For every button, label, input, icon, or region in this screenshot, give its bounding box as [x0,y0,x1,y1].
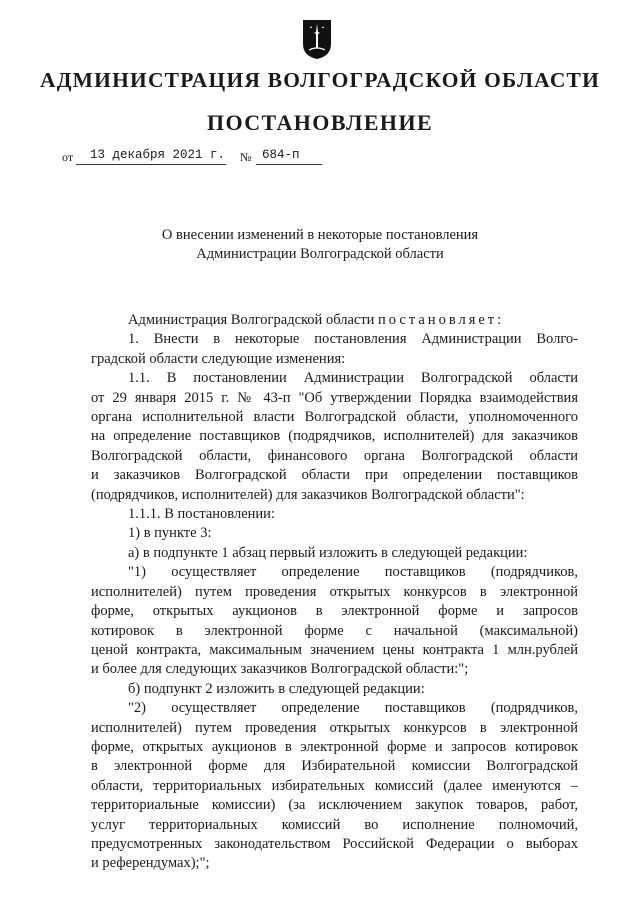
document-body [91,311,578,874]
body-line: предусмотренных законодательством Российской Федерации о выборах [91,835,578,852]
body-line: (подрядчиков, исполнителей) для заказчиков Волгоградской области": [91,486,525,503]
volgograd-coat-of-arms-icon [301,18,333,60]
body-line: 1.1.1. В постановлении: [128,506,275,523]
body-line: б) подпункт 2 изложить в следующей редакции: [128,680,425,697]
body-line: 1) в пункте 3: [128,525,212,542]
body-line: а) в подпункте 1 абзац первый изложить в следующей редакции: [128,544,528,561]
organization-title: АДМИНИСТРАЦИЯ ВОЛГОГРАДСКОЙ ОБЛАСТИ [39,68,601,92]
body-line: и заказчиков Волгоградской области при определении поставщиков [91,467,578,484]
spaced-verb: постановляет: [378,312,505,328]
subject-line: Администрации Волгоградской области [196,246,444,262]
number-underline [256,164,322,165]
body-line: ценой контракта, максимальным значением цены контракта 1 млн.рублей [91,641,578,658]
body-line: котировок в электронной форме с начальной (максимальной) [91,622,578,639]
body-line: Администрация Волгоградской области постановляет: [128,312,505,328]
body-line: исполнителей) путем проведения открытых конкурсов в электронной [91,583,578,600]
body-line: услуг территориальных комиссий во исполнение полномочий, [91,816,578,833]
subject-line: О внесении изменений в некоторые постановления [161,227,479,243]
document-subject [0,226,640,264]
body-line: территориальные комиссии) (за исключением закупок товаров, работ, [91,797,578,814]
body-line: "2) осуществляет определение поставщиков (подрядчиков, [128,700,578,717]
body-line: градской области следующие изменения: [91,350,346,367]
number-prefix: № [240,150,252,164]
document-type-title: ПОСТАНОВЛЕНИЕ [206,110,434,135]
body-line: и референдумах);"; [91,855,210,872]
body-line: в электронной форме для Избирательной комиссии Волгоградской [91,758,578,775]
body-line: "1) осуществляет определение поставщиков (подрядчиков, [128,564,578,581]
body-line: 1.1. В постановлении Администрации Волгоградской области [128,370,578,387]
date-underline [76,164,226,165]
document-number: 684-п [262,148,300,162]
date-prefix: от [62,150,74,164]
body-line: на определение поставщиков (подрядчиков, исполнителей) для заказчиков [91,428,578,445]
body-line: органа исполнительной власти Волгоградской области, уполномоченного [91,409,578,426]
document-date: 13 декабря 2021 г. [90,148,226,162]
body-line: 1. Внести в некоторые постановления Администрации Волго- [128,331,578,348]
body-line: форме, открытых аукционов в электронной форме и запросов котировок [91,738,578,755]
body-line: и более для следующих заказчиков Волгоградской области:"; [91,661,469,678]
body-line: Волгоградской области, финансового органа Волгоградской области [91,447,578,464]
body-line: от 29 января 2015 г. № 43-п "Об утверждении Порядка взаимодействия [91,389,578,406]
body-line: области, территориальных избирательных комиссий (далее именуются – [91,777,578,794]
body-line: исполнителей) путем проведения открытых конкурсов в электронной [91,719,578,736]
body-line: форме, открытых аукционов в электронной форме и запросов [91,603,578,620]
